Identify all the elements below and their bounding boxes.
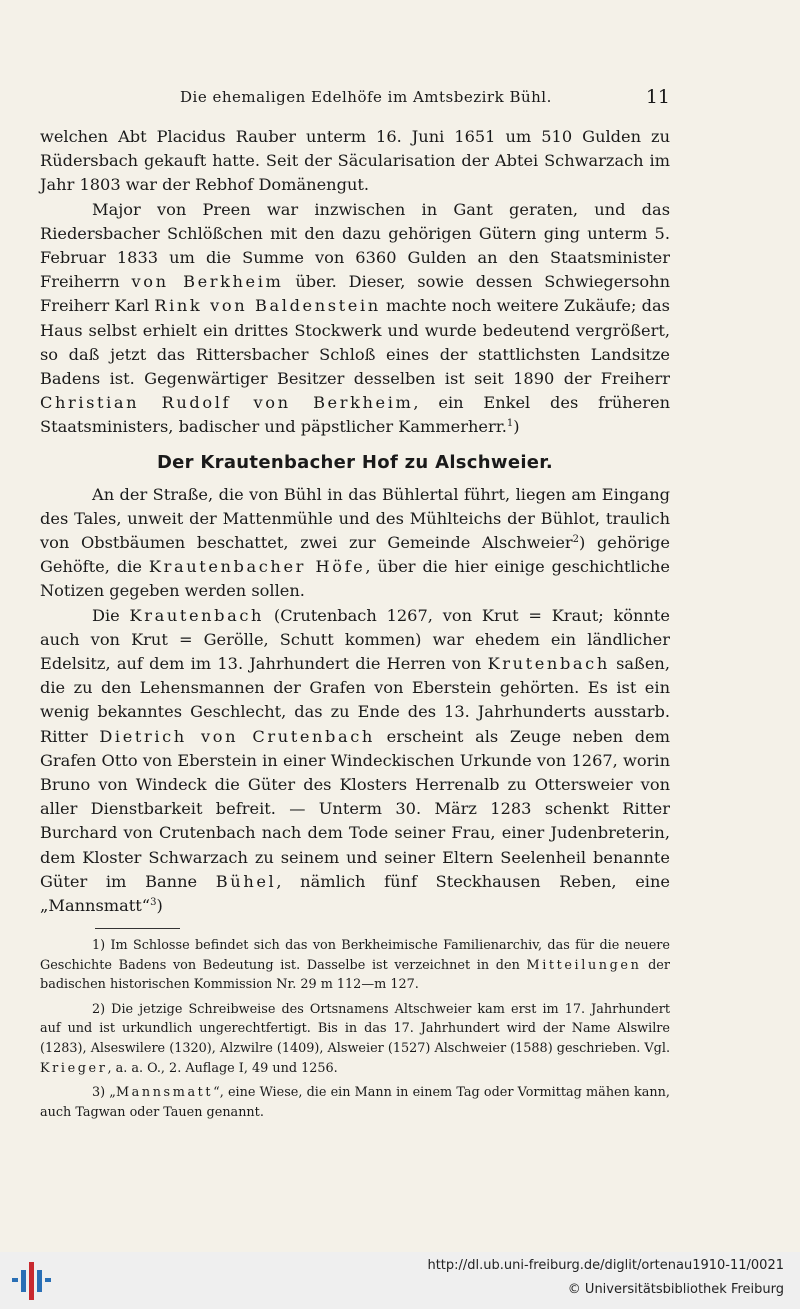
paragraph-2-text-c: über. Dieser, sowie dessen Schwiegersohn Freiherr Karl — [40, 272, 671, 316]
name-berkheim: von Berkheim — [131, 272, 284, 292]
paragraph-4 — [40, 604, 670, 919]
name-krautenbacher-hoefe: Krautenbacher Höfe — [148, 557, 366, 577]
name-buehel: Bühel — [215, 871, 277, 891]
name-krutenbach: Krutenbach — [487, 654, 610, 674]
footnote-ref-1[interactable]: 1 — [506, 418, 514, 430]
copyright-text: © Universitätsbibliothek Freiburg — [567, 1282, 784, 1297]
footnote-3-mannsmatt: Mannsmatt — [115, 1085, 214, 1101]
footnote-ref-2[interactable]: 2 — [572, 534, 580, 546]
footnote-divider — [95, 928, 180, 929]
paragraph-2-text-a: Major von Preen war inzwischen in Gant geraten, und das Riedersbacher Schlößchen mit den dazu gehörigen Gütern ging unterm 5. Februar 1833 um die Summe von 6360 Gulden an den Staatsminister Freiherrn — [40, 199, 670, 292]
paragraph-2 — [40, 198, 670, 440]
running-title: Die ehemaligen Edelhöfe im Amtsbezirk Bühl. — [180, 88, 552, 106]
footnote-2-krieger: Krieger — [40, 1060, 108, 1076]
paragraph-4-text-c: (Crutenbach 1267, von Krut = Kraut; könnte auch von Krut = Gerölle, Schutt kommen) war ehedem ein ländlicher Edelsitz, auf dem im 13. Jahrhundert die Herren von — [40, 605, 670, 674]
footnote-3-text-a: 3) „ — [92, 1085, 116, 1101]
paragraph-3-text-a: An der Straße, die von Bühl in das Bühlertal führt, liegen am Eingang des Tales, unweit der Mattenmühle und des Mühlteichs der Bühlot, traulich von Obstbäumen beschattet, zwei zur Gemeinde Alschweier — [40, 484, 670, 553]
paragraph-2-text-h: ) — [513, 417, 520, 437]
name-christian-rudolf: Christian Rudolf von Berkheim — [40, 393, 414, 413]
footnote-1-text-c: der badischen historischen Kommission Nr. 29 m 112—m 127. — [40, 957, 670, 993]
main-text — [40, 125, 670, 918]
permalink-url[interactable] — [427, 1258, 784, 1273]
copyright-notice — [568, 1282, 784, 1297]
paragraph-4-text-j: ) — [156, 896, 163, 916]
paragraph-1 — [40, 125, 670, 198]
footnote-3-text-c: “, eine Wiese, die ein Mann in einem Tag oder Vormittag mähen kann, auch Tagwan oder Tauen genannt. — [40, 1085, 670, 1120]
paragraph-3-text-d: , über die hier einige geschichtliche Notizen gegeben werden sollen. — [40, 557, 670, 601]
name-rink-baldenstein: Rink von Baldenstein — [154, 296, 381, 316]
paragraph-2-text-g: , ein Enkel des früheren Staatsministers, badischer und päpstlicher Kammerherr. — [40, 393, 670, 437]
paragraph-4-text-i: , nämlich fünf Steckhausen Reben, eine „Mannsmatt“ — [40, 871, 670, 916]
permalink-link[interactable]: http://dl.ub.uni-freiburg.de/diglit/ortenau1910-11/0021 — [427, 1258, 784, 1273]
section-heading: Der Krautenbacher Hof zu Alschweier. — [156, 451, 554, 473]
footnote-1-text-a: 1) Im Schlosse befindet sich das von Berkheimische Familienarchiv, das für die neuere Geschichte Badens von Bedeutung ist. Dasselbe ist verzeichnet in den — [40, 938, 670, 973]
paragraph-4-text-g: erscheint als Zeuge neben dem Grafen Otto von Eberstein in einer Windeckischen Urkunde von 1267, worin Bruno von Windeck die Güter des Klosters Herrenalb zu Ottersweier von aller Dienstbarkeit befreit. — Unterm 30. März 1283 schenkt Ritter Burchard von Crutenbach nach dem Tode seiner Frau, einer Judenbreterin, dem Kloster Schwarzach zu seinem und seiner Eltern Seelenheil benannte Güter im Banne — [40, 726, 670, 891]
paragraph-3 — [40, 483, 670, 604]
footnote-3 — [40, 1083, 670, 1122]
paragraph-4-text-e: saßen, die zu den Lehensmannen der Grafen von Eberstein gehörten. Es ist ein wenig bekanntes Geschlecht, das zu Ende des 13. Jahrhunderts ausstarb. Ritter — [40, 654, 670, 746]
running-head — [40, 88, 670, 112]
paragraph-1-text: welchen Abt Placidus Rauber unterm 16. Juni 1651 um 510 Gulden zu Rüdersbach gekauft hatte. Seit der Säcularisation der Abtei Schwarzach im Jahr 1803 war der Rebhof Domänengut. — [40, 127, 670, 195]
ub-freiburg-logo-icon[interactable] — [10, 1260, 52, 1302]
paragraph-3-text-b: ) gehörige Gehöfte, die — [40, 533, 670, 577]
page-number: 11 — [645, 86, 670, 108]
name-dietrich-crutenbach: Dietrich von Crutenbach — [99, 726, 375, 746]
paragraph-2-text-e: machte noch weitere Zukäufe; das Haus selbst erhielt ein drittes Stockwerk und wurde bedeutend vergrößert, so daß jetzt das Rittersbacher Schloß eines der stattlichsten Landsitze Badens ist. Gegenwärtiger Besitzer desselben ist seit 1890 der Freiherr — [40, 296, 670, 389]
footnote-2-text-a: 2) Die jetzige Schreibweise des Ortsnamens Altschweier kam erst im 17. Jahrhundert auf und ist urkundlich ungerechtfertigt. Bis in das 17. Jahrhundert wird der Name Alswilre (1283), Alseswilere (1320), Alzwilre (1409), Alsweier (1527) Alschweier (1588) geschrieben. Vgl. — [40, 1001, 671, 1056]
footnote-2-text-c: , a. a. O., 2. Auflage I, 49 und 1256. — [107, 1060, 338, 1076]
footnote-2 — [40, 1000, 670, 1078]
footnote-ref-3[interactable]: 3 — [150, 897, 157, 909]
footnote-1-mitteilungen: Mitteilungen — [526, 957, 642, 973]
name-krautenbach: Krautenbach — [129, 605, 265, 625]
footnote-1 — [40, 936, 670, 995]
viewer-footer — [0, 1252, 800, 1309]
paragraph-4-text-a: Die — [92, 605, 130, 625]
footnotes — [40, 936, 670, 1127]
